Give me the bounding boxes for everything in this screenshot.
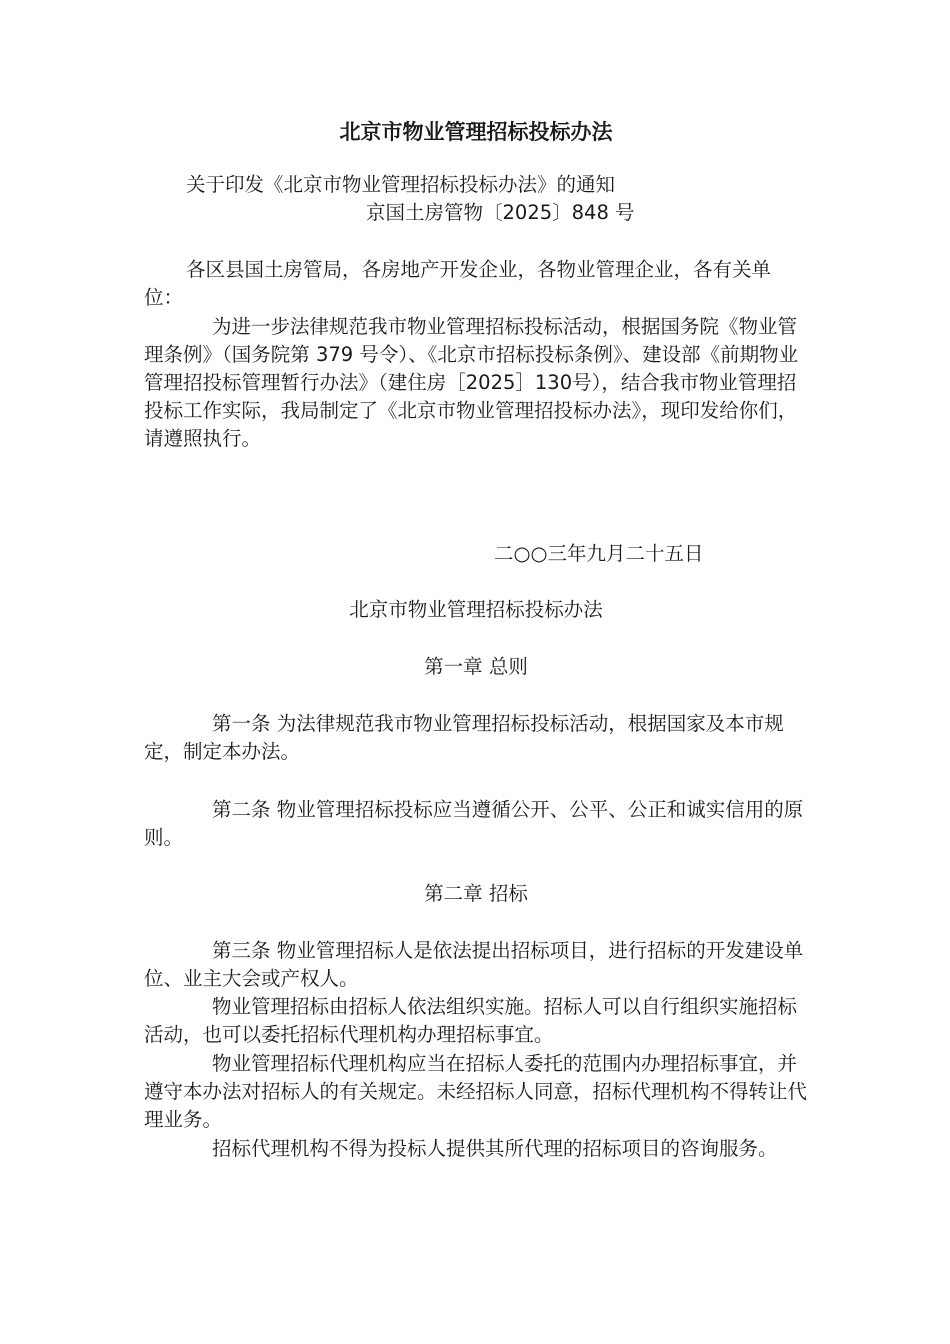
- article-3-p4: 招标代理机构不得为投标人提供其所代理的招标项目的咨询服务。: [212, 1137, 778, 1160]
- chapter2-heading: 第二章 招标: [424, 882, 528, 905]
- doc-number: 京国土房管物〔2025〕848 号: [366, 201, 635, 224]
- chapter1-heading: 第一章 总则: [424, 655, 528, 678]
- addressee: 各区县国土房管局，各房地产开发企业，各物业管理企业，各有关单位：: [144, 258, 772, 309]
- issue-date: 二○○三年九月二十五日: [494, 542, 704, 565]
- notice-title: 关于印发《北京市物业管理招标投标办法》的通知: [186, 173, 616, 196]
- article-1: 第一条 为法律规范我市物业管理招标投标活动，根据国家及本市规定，制定本办法。: [144, 712, 784, 763]
- article-3-p2: 物业管理招标由招标人依法组织实施。招标人可以自行组织实施招标活动，也可以委托招标代理机构办理招标事宜。: [144, 995, 798, 1046]
- article-3-p1: 第三条 物业管理招标人是依法提出招标项目，进行招标的开发建设单位、业主大会或产权人。: [144, 939, 804, 990]
- article-2: 第二条 物业管理招标投标应当遵循公开、公平、公正和诚实信用的原则。: [144, 798, 804, 849]
- notice-body: 为进一步法律规范我市物业管理招标投标活动，根据国务院《物业管理条例》（国务院第 379 号令）、《北京市招标投标条例》、建设部《前期物业管理招投标管理暂行办法》（建住房［2025］130号），结合我市物业管理招投标工作实际，我局制定了《北京市物业管理招投标办法》，现印发给你们，请遵照执行。: [144, 315, 799, 450]
- document-title: 北京市物业管理招标投标办法: [339, 120, 613, 144]
- article-3-p3: 物业管理招标代理机构应当在招标人委托的范围内办理招标事宜，并遵守本办法对招标人的有关规定。未经招标人同意，招标代理机构不得转让代理业务。: [144, 1052, 808, 1131]
- regulation-title: 北京市物业管理招标投标办法: [349, 598, 603, 621]
